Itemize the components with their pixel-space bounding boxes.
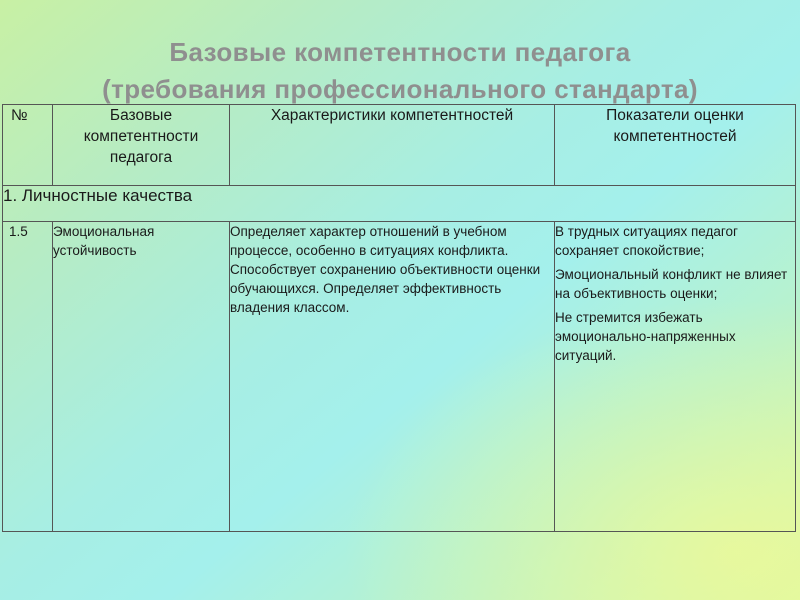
row-number: 1.5 [3, 222, 53, 532]
competence-table [2, 104, 796, 532]
indicator-item: Не стремится избежать эмоционально-напряженных ситуаций. [555, 310, 736, 363]
title-line-1: Базовые компетентности педагога [169, 37, 631, 67]
table-row [3, 222, 796, 532]
row-competence: Эмоциональная устойчивость [53, 222, 230, 532]
section-title: 1. Личностные качества [3, 186, 796, 222]
slide-title [0, 34, 800, 108]
indicator-item: Эмоциональный конфликт не влияет на объективность оценки; [555, 267, 788, 301]
header-indicators: Показатели оценки компетентностей [555, 105, 796, 186]
header-number: № [3, 105, 53, 186]
section-row [3, 186, 796, 222]
row-characteristics: Определяет характер отношений в учебном процессе, особенно в ситуациях конфликта. Способствует сохранению объективности оценки обучающихся. Определяет эффективность владения классом. [230, 222, 555, 532]
header-competence: Базовые компетентности педагога [53, 105, 230, 186]
row-indicators [555, 222, 796, 532]
indicator-item: В трудных ситуациях педагог сохраняет спокойствие; [555, 224, 738, 258]
header-characteristics: Характеристики компетентностей [230, 105, 555, 186]
title-line-2: (требования профессионального стандарта) [102, 74, 698, 104]
table-header-row [3, 105, 796, 186]
